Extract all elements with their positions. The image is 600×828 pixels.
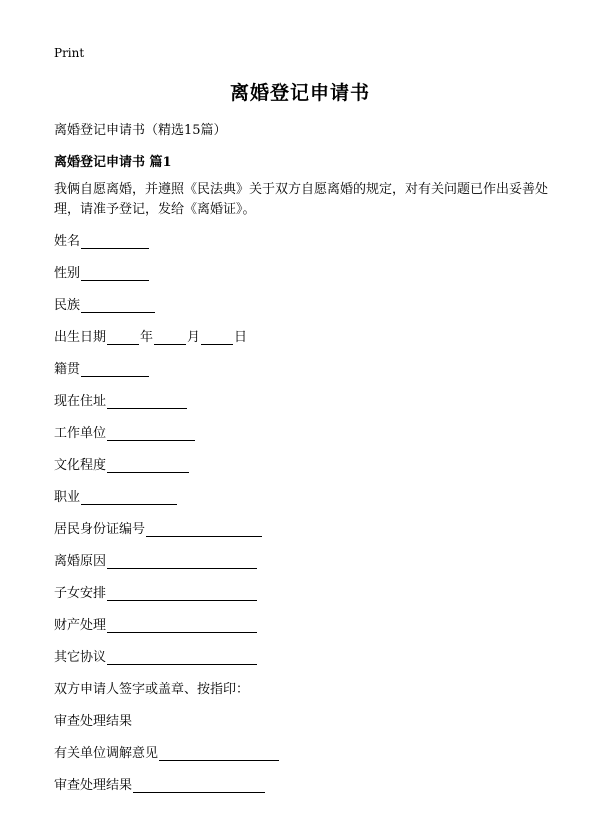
field-divorce-reason	[54, 550, 258, 569]
field-review-result-label: 审查处理结果	[54, 714, 133, 729]
field-ethnicity-blank	[81, 297, 155, 313]
field-id-number	[54, 518, 263, 537]
field-mediation-opinion-blank	[159, 745, 279, 761]
field-divorce-reason-label: 离婚原因	[54, 554, 107, 569]
field-birth-date-label: 出生日期	[54, 330, 107, 345]
intro-paragraph: 我俩自愿离婚，并遵照《民法典》关于双方自愿离婚的规定，对有关问题已作出妥善处理，请准予登记，发给《离婚证》。	[54, 182, 549, 217]
field-id-number-label: 居民身份证编号	[54, 522, 146, 537]
field-native-place-label: 籍贯	[54, 362, 81, 377]
field-child-arrangement	[54, 582, 258, 601]
field-review-result-2-label: 审查处理结果	[54, 778, 133, 793]
field-review-result-2-blank	[133, 777, 265, 793]
field-name-label: 姓名	[54, 234, 81, 249]
field-other-agreement	[54, 646, 258, 665]
field-property-handling-label: 财产处理	[54, 618, 107, 633]
field-name-blank	[81, 233, 149, 249]
field-birth-date	[54, 326, 247, 345]
field-property-handling-blank	[107, 617, 257, 633]
field-education	[54, 454, 190, 473]
field-employer-blank	[107, 425, 195, 441]
field-education-label: 文化程度	[54, 458, 107, 473]
field-birth-day-blank	[201, 329, 233, 345]
field-signature	[54, 678, 249, 697]
field-address-blank	[107, 393, 187, 409]
field-birth-day-label: 日	[234, 330, 248, 345]
field-address	[54, 390, 188, 409]
document-subtitle: 离婚登记申请书（精选15篇）	[54, 123, 227, 138]
print-link[interactable]: Print	[54, 46, 85, 60]
field-review-result-2	[54, 774, 266, 793]
field-native-place	[54, 358, 150, 377]
field-birth-year-label: 年	[140, 330, 154, 345]
field-occupation-blank	[81, 489, 177, 505]
field-birth-month-blank	[154, 329, 186, 345]
field-employer	[54, 422, 196, 441]
field-gender-blank	[81, 265, 149, 281]
field-ethnicity-label: 民族	[54, 298, 81, 313]
field-occupation	[54, 486, 178, 505]
field-native-place-blank	[81, 361, 149, 377]
field-gender	[54, 262, 150, 281]
field-education-blank	[107, 457, 189, 473]
field-property-handling	[54, 614, 258, 633]
field-birth-month-label: 月	[187, 330, 201, 345]
field-mediation-opinion-label: 有关单位调解意见	[54, 746, 159, 761]
field-ethnicity	[54, 294, 156, 313]
field-gender-label: 性别	[54, 266, 81, 281]
document-title: 离婚登记申请书	[229, 82, 370, 104]
field-address-label: 现在住址	[54, 394, 107, 409]
field-mediation-opinion	[54, 742, 280, 761]
field-occupation-label: 职业	[54, 490, 81, 505]
field-child-arrangement-blank	[107, 585, 257, 601]
field-other-agreement-label: 其它协议	[54, 650, 107, 665]
field-id-number-blank	[146, 521, 262, 537]
field-child-arrangement-label: 子女安排	[54, 586, 107, 601]
field-review-result	[54, 710, 132, 729]
field-other-agreement-blank	[107, 649, 257, 665]
field-name	[54, 230, 150, 249]
field-birth-year-blank	[107, 329, 139, 345]
field-divorce-reason-blank	[107, 553, 257, 569]
field-employer-label: 工作单位	[54, 426, 107, 441]
section-heading: 离婚登记申请书 篇1	[54, 155, 172, 170]
field-signature-label: 双方申请人签字或盖章、按指印：	[54, 682, 250, 697]
